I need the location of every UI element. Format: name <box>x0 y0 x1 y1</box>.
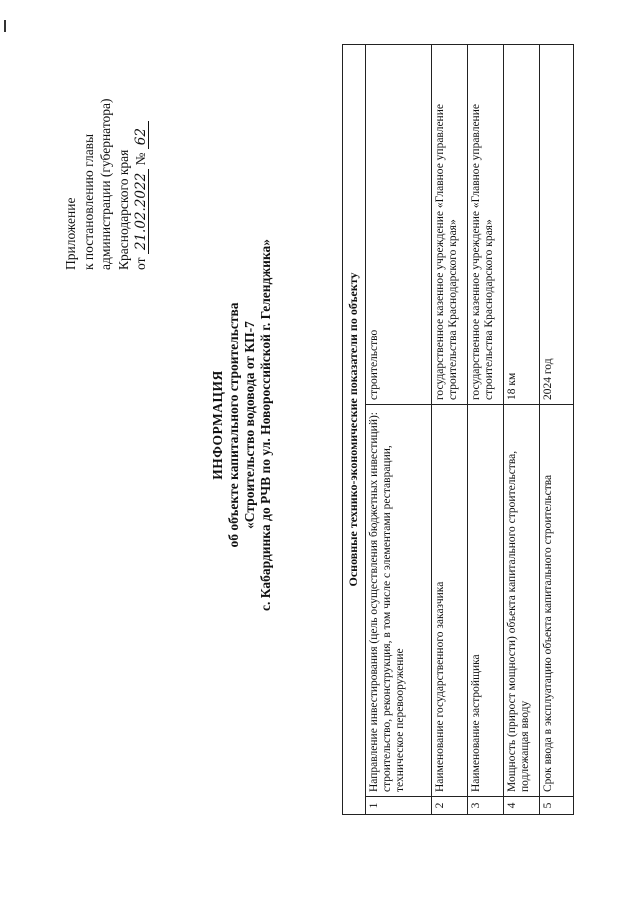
approval-line-2: к постановлению главы <box>80 133 96 270</box>
table-row <box>504 44 540 814</box>
approval-line-4: Краснодарского края <box>115 149 131 270</box>
row-value: 18 км <box>504 44 540 404</box>
indicators-table <box>342 44 574 815</box>
row-value: государственное казенное учреждение «Главное управление строительства Краснодарского края» <box>468 44 504 404</box>
title-line-3: «Строительство водовода от КП-7 <box>242 321 257 529</box>
row-name: Наименование застройщика <box>468 405 504 797</box>
row-number: 4 <box>504 797 540 815</box>
row-value: государственное казенное учреждение «Главное управление строительства Краснодарского края» <box>432 44 468 404</box>
document-title <box>210 45 274 805</box>
row-name: Направление инвестирования (цель осуществления бюджетных инвестиций): строительство, реконструкция, в том числе с элементами реставрации, техническое перевооружение <box>366 405 432 797</box>
approval-line-1: Приложение <box>63 197 78 270</box>
table-row <box>432 44 468 814</box>
row-name: Срок ввода в эксплуатацию объекта капитального строительства <box>540 405 574 797</box>
row-name: Наименование государственного заказчика <box>432 405 468 797</box>
row-value: 2024 год <box>540 44 574 404</box>
approval-block <box>62 10 150 270</box>
number-symbol: № <box>133 152 148 166</box>
row-number: 2 <box>432 797 468 815</box>
title-line-2: об объекте капитального строительства <box>226 302 241 548</box>
row-value: строительство <box>366 44 432 404</box>
date-prefix: от <box>133 257 148 270</box>
table-header-row <box>343 44 366 814</box>
row-name: Мощность (прирост мощности) объекта капитального строительства, подлежащая вводу <box>504 405 540 797</box>
handwritten-date: 21.02.2022 <box>134 169 149 254</box>
table-row <box>366 44 432 814</box>
title-line-4: с. Кабардинка до РЧВ по ул. Новороссийской г. Геленджика» <box>258 238 273 612</box>
title-main: ИНФОРМАЦИЯ <box>210 370 225 480</box>
table-row <box>540 44 574 814</box>
handwritten-number: 62 <box>134 121 149 149</box>
table-header: Основные технико-экономические показатели по объекту <box>343 44 366 814</box>
table-row <box>468 44 504 814</box>
row-number: 5 <box>540 797 574 815</box>
approval-line-3: администрации (губернатора) <box>98 98 113 270</box>
row-number: 3 <box>468 797 504 815</box>
approval-date-line <box>132 10 150 270</box>
row-number: 1 <box>366 797 432 815</box>
